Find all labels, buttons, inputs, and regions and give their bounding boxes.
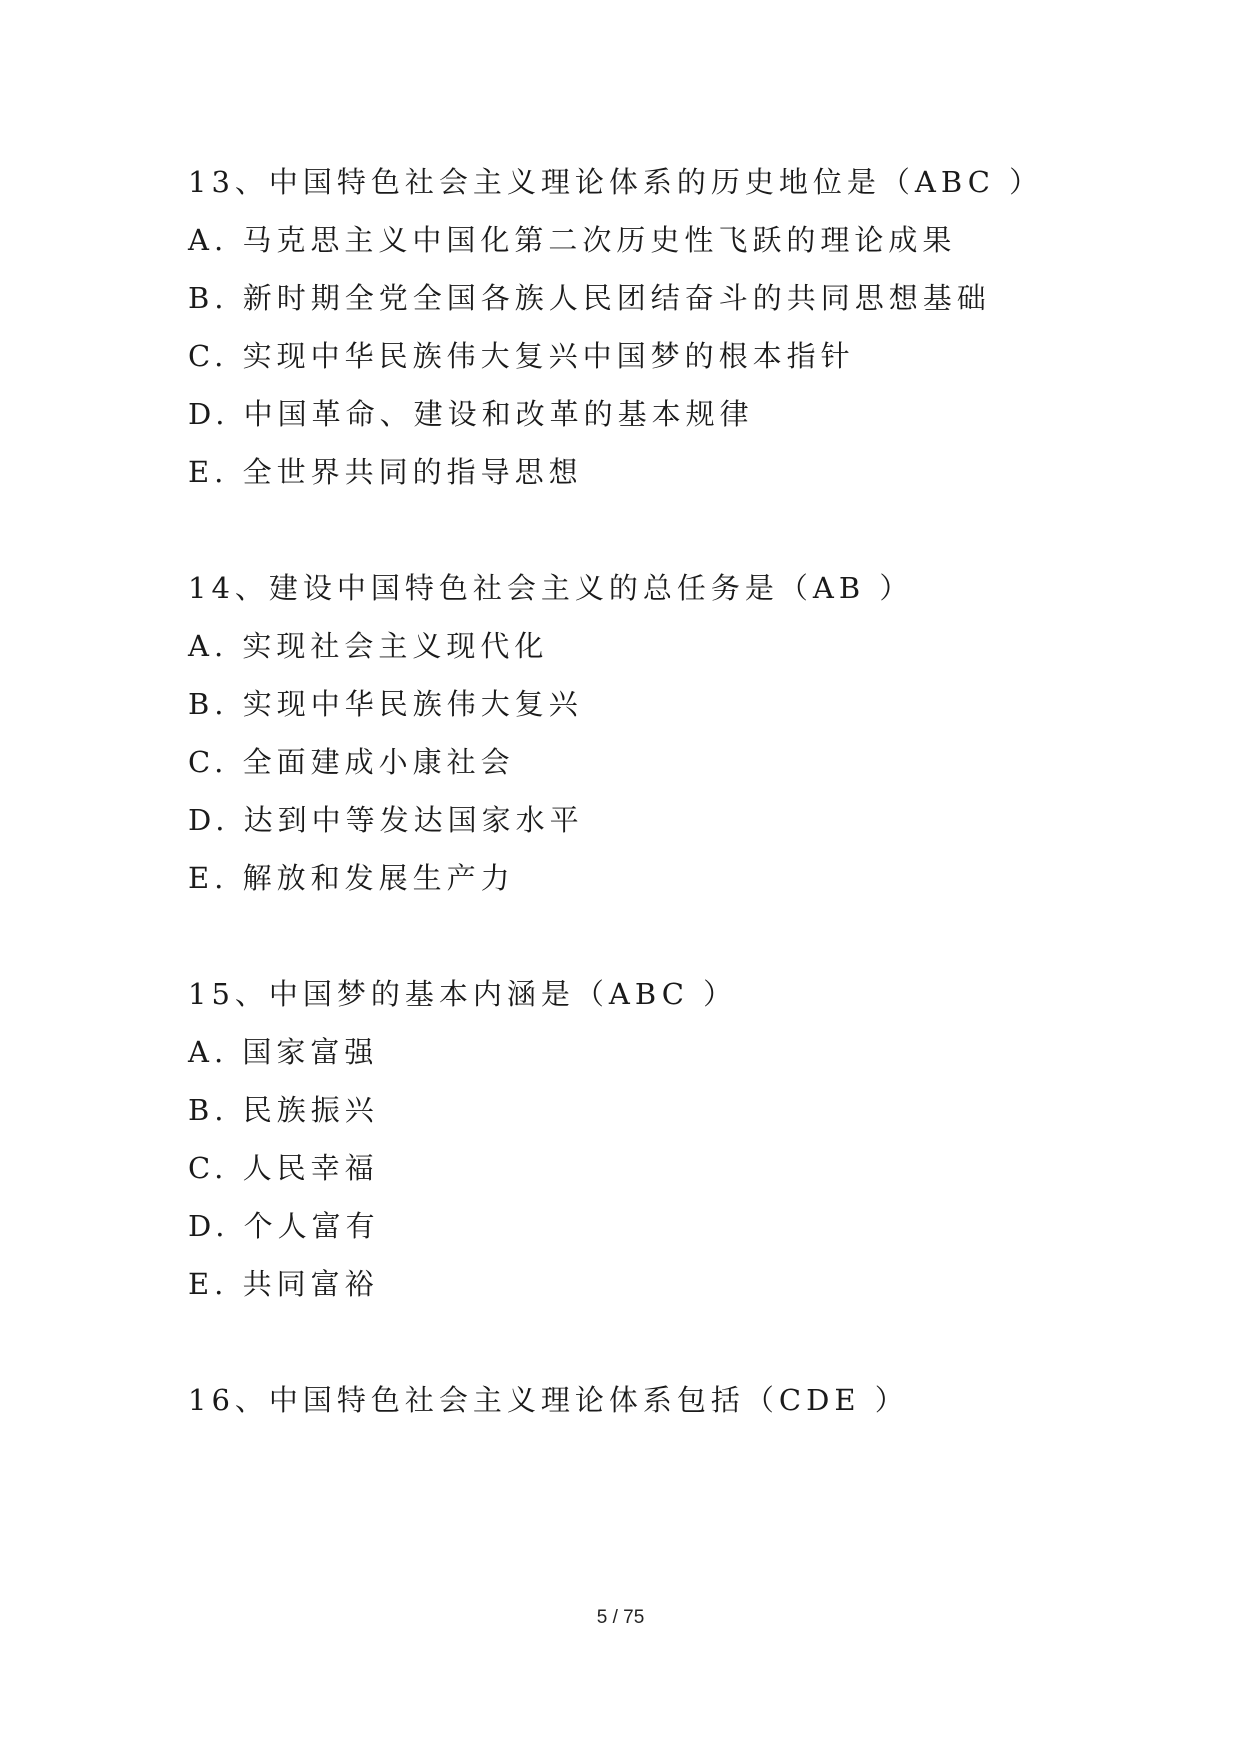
question-15-option-b: B. 民族振兴 — [188, 1093, 379, 1127]
question-14-option-d: D. 达到中等发达国家水平 — [188, 803, 584, 837]
question-13-option-d: D. 中国革命、建设和改革的基本规律 — [188, 397, 754, 431]
question-14-option-a: A. 实现社会主义现代化 — [188, 629, 549, 663]
question-13-stem: 13、中国特色社会主义理论体系的历史地位是（ABC ） — [188, 165, 1044, 199]
question-15-option-d: D. 个人富有 — [188, 1209, 380, 1243]
question-15-stem: 15、中国梦的基本内涵是（ABC ） — [188, 977, 738, 1011]
question-14-option-c: C. 全面建成小康社会 — [188, 745, 515, 779]
question-13-option-c: C. 实现中华民族伟大复兴中国梦的根本指针 — [188, 339, 855, 373]
question-14-option-b: B. 实现中华民族伟大复兴 — [188, 687, 583, 721]
question-13-option-e: E. 全世界共同的指导思想 — [188, 455, 583, 489]
question-13-option-a: A. 马克思主义中国化第二次历史性飞跃的理论成果 — [188, 223, 957, 257]
question-15-option-e: E. 共同富裕 — [188, 1267, 379, 1301]
question-16-stem: 16、中国特色社会主义理论体系包括（CDE ） — [188, 1383, 909, 1417]
question-15-option-a: A. 国家富强 — [188, 1035, 379, 1069]
question-15-option-c: C. 人民幸福 — [188, 1151, 379, 1185]
page-number: 5 / 75 — [596, 1607, 645, 1628]
question-13-option-b: B. 新时期全党全国各族人民团结奋斗的共同思想基础 — [188, 281, 991, 315]
question-14-stem: 14、建设中国特色社会主义的总任务是（AB ） — [188, 571, 914, 605]
question-14-option-e: E. 解放和发展生产力 — [188, 861, 515, 895]
